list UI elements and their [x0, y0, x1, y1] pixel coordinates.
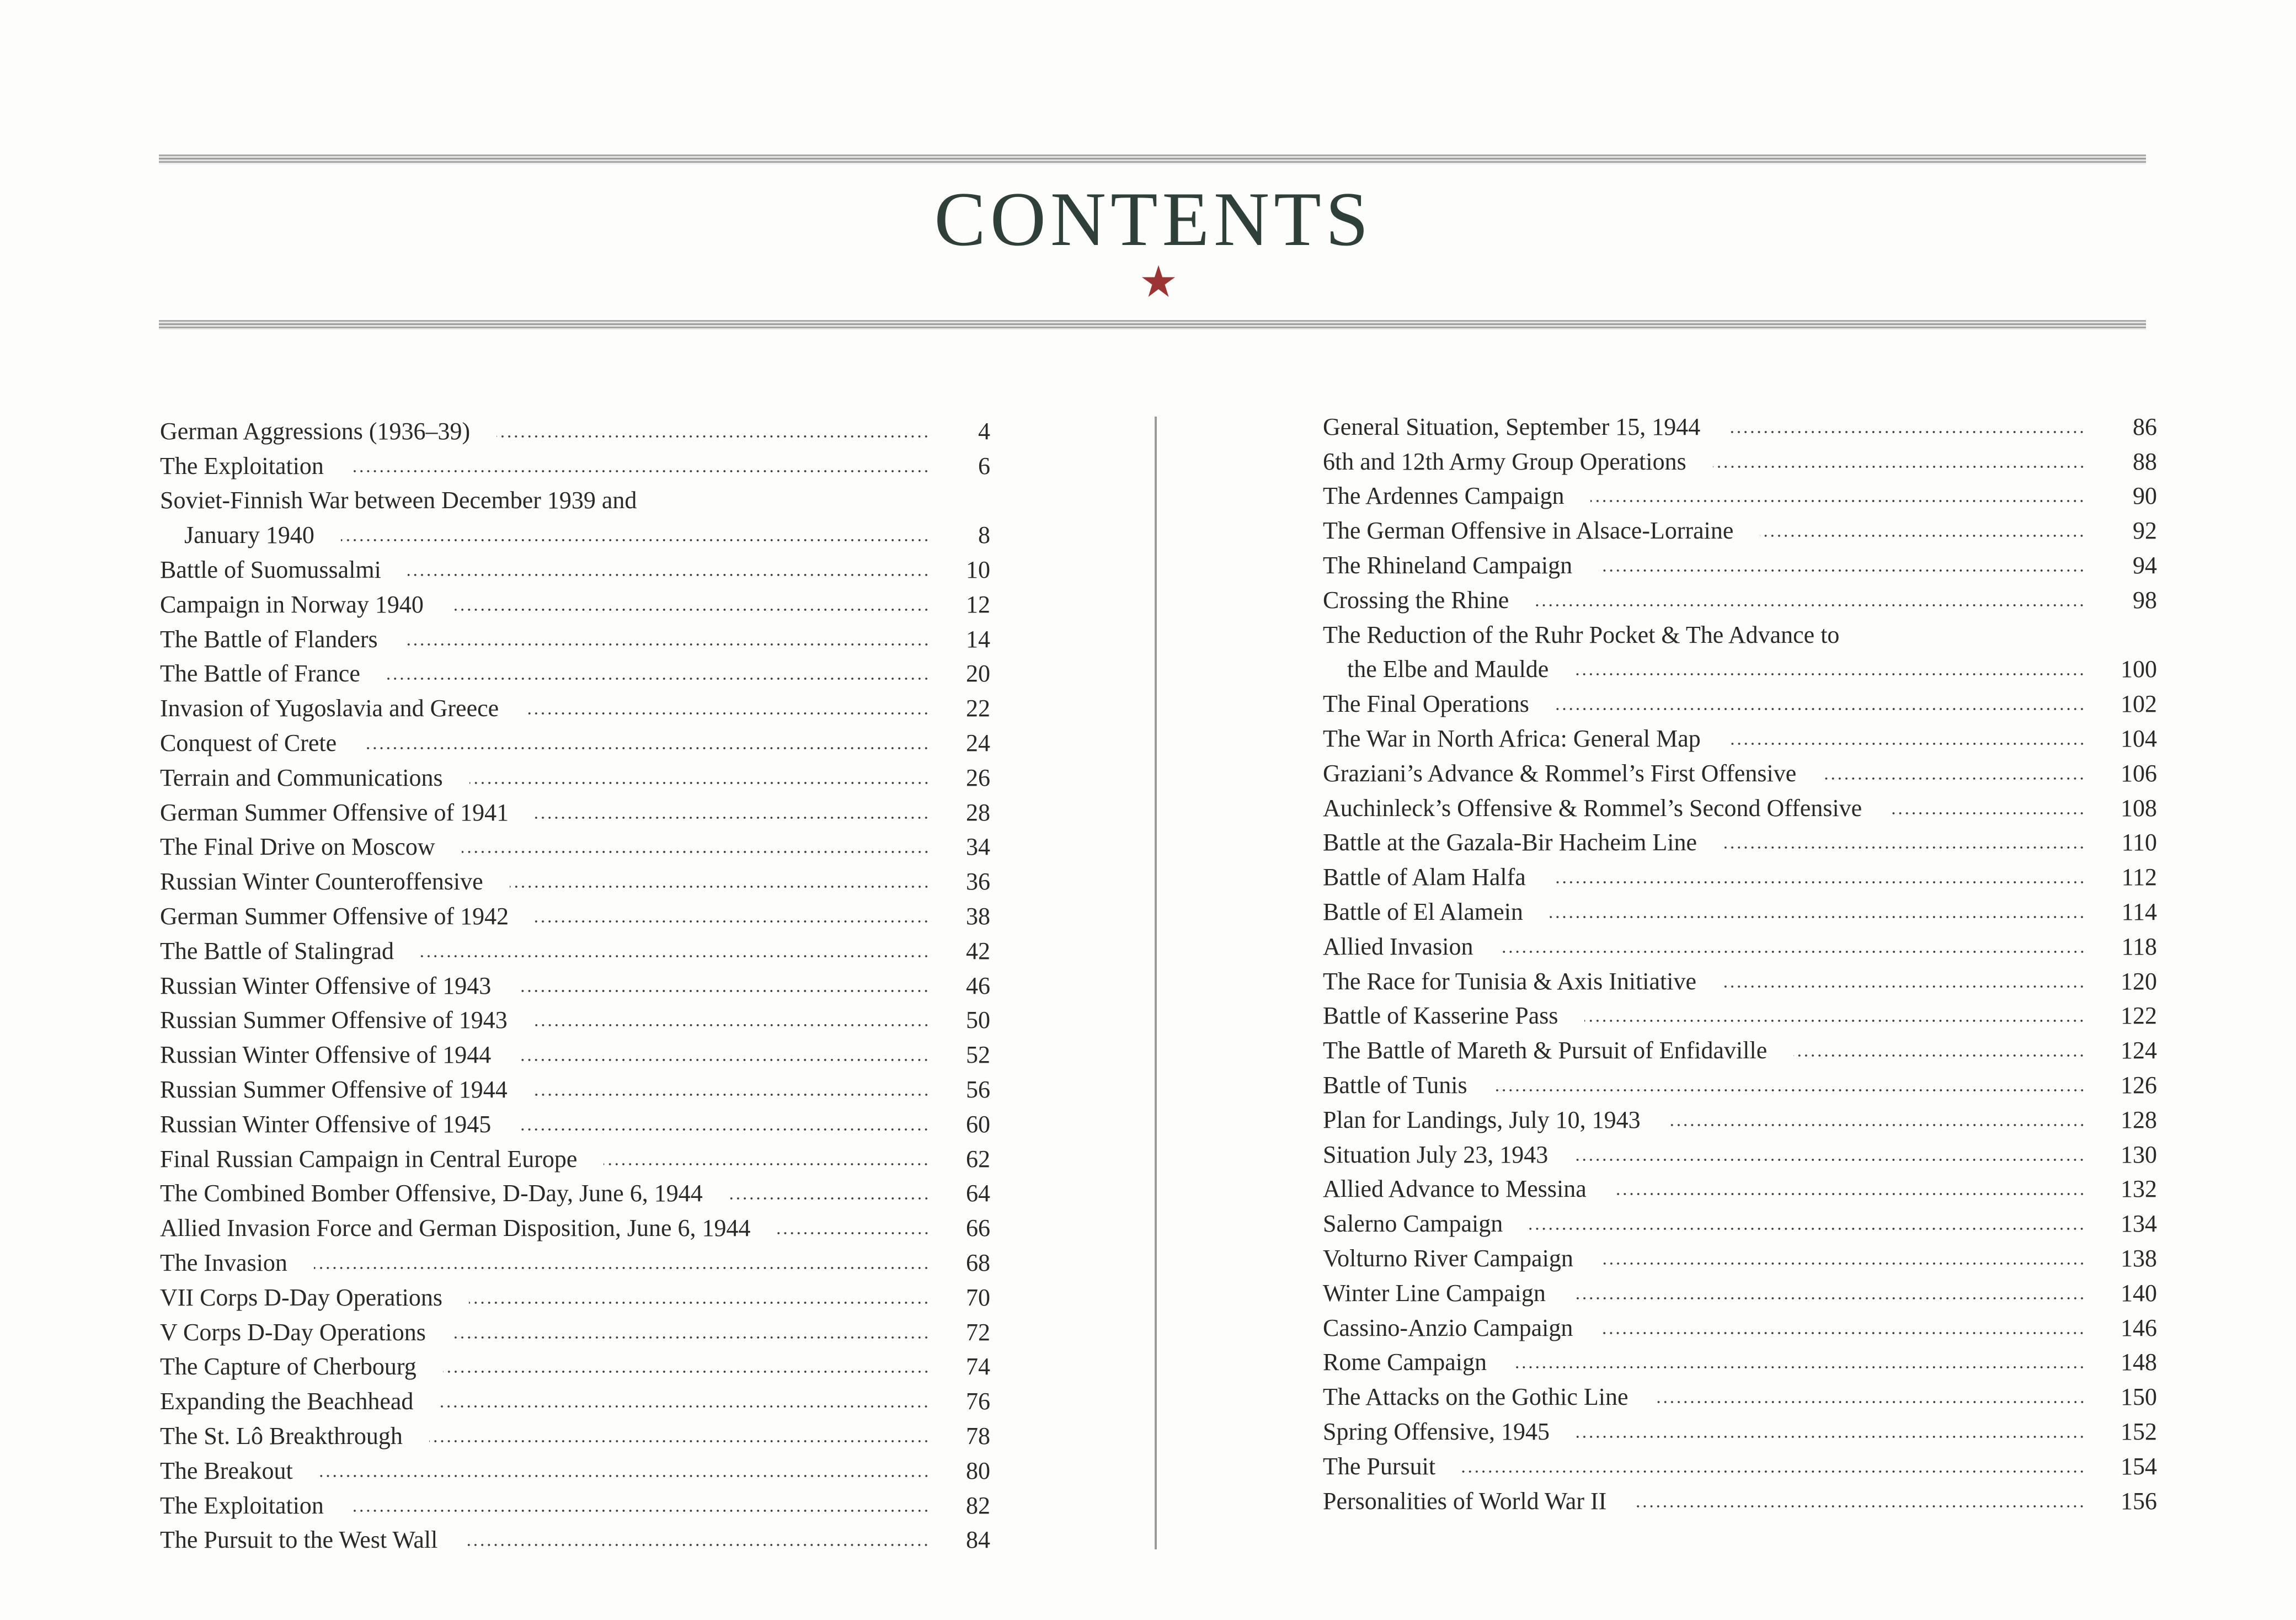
toc-entry-title: Terrain and Communications [160, 764, 443, 791]
toc-entry-page-number: 88 [2133, 447, 2157, 475]
toc-entry-title: the Elbe and Maulde [1347, 656, 1549, 683]
toc-entry[interactable] [1323, 580, 2157, 615]
toc-entry[interactable] [1323, 996, 2157, 1031]
toc-entry-title: The German Offensive in Alsace-Lorraine [1323, 517, 1734, 545]
toc-entry[interactable] [160, 1243, 990, 1277]
toc-entry-continued-line [1323, 615, 2157, 649]
dot-leader [729, 1196, 930, 1201]
toc-entry-title: Russian Winter Counteroffensive [160, 868, 483, 896]
dot-leader [1552, 880, 2085, 885]
toc-entry[interactable] [160, 931, 990, 966]
dot-leader [777, 1230, 930, 1236]
dot-leader [517, 1057, 930, 1063]
dot-leader [535, 919, 930, 924]
dot-leader [462, 849, 930, 855]
toc-entry[interactable] [160, 1035, 990, 1069]
toc-entry-title: Russian Winter Offensive of 1944 [160, 1041, 492, 1069]
toc-entry-title: The Exploitation [160, 452, 324, 479]
toc-entry-page-number: 122 [2121, 1002, 2157, 1030]
toc-entry-page-number: 82 [966, 1491, 990, 1519]
toc-entry-title: Graziani’s Advance & Rommel’s First Offensive [1323, 759, 1797, 787]
dot-leader [341, 537, 930, 543]
toc-entry-page-number: 110 [2121, 829, 2157, 856]
toc-entry-title: Auchinleck’s Offensive & Rommel’s Second Offensive [1323, 794, 1862, 822]
toc-entry-page-number: 118 [2121, 932, 2157, 960]
dot-leader [1727, 429, 2085, 435]
toc-entry-title: The Battle of France [160, 660, 360, 688]
toc-entry-title: The St. Lô Breakthrough [160, 1422, 403, 1450]
toc-entry-page-number: 60 [966, 1110, 990, 1138]
dot-leader [1494, 1088, 2085, 1093]
dot-leader [450, 607, 930, 612]
star-icon [1141, 264, 1176, 299]
toc-entry-page-number: 124 [2121, 1037, 2157, 1064]
dot-leader [1535, 603, 2085, 608]
toc-entry-title: Battle at the Gazala-Bir Hacheim Line [1323, 829, 1697, 856]
toc-entry-page-number: 112 [2121, 864, 2157, 891]
toc-entry-title: The Rhineland Campaign [1323, 551, 1573, 579]
dot-leader [535, 815, 930, 820]
toc-entry-page-number: 50 [966, 1006, 990, 1034]
toc-entry[interactable] [160, 896, 990, 931]
toc-entry-page-number: 130 [2121, 1141, 2157, 1168]
dot-leader [429, 1438, 930, 1444]
dot-leader [1655, 1399, 2085, 1405]
toc-entry-page-number: 126 [2121, 1071, 2157, 1099]
toc-entry-page-number: 14 [966, 625, 990, 653]
toc-entry-title: VII Corps D-Day Operations [160, 1283, 442, 1311]
toc-entry[interactable] [160, 688, 990, 723]
dot-leader [1575, 672, 2085, 677]
toc-entry[interactable] [160, 1451, 990, 1485]
toc-entry-page-number: 102 [2121, 690, 2157, 718]
dot-leader [1556, 706, 2085, 712]
dot-leader [517, 1127, 930, 1132]
toc-entry[interactable] [1323, 1446, 2157, 1481]
toc-entry-title: Volturno River Campaign [1323, 1244, 1573, 1272]
toc-entry-title: The Battle of Stalingrad [160, 937, 394, 964]
dot-leader [1723, 984, 2085, 989]
toc-entry-title: The Combined Bomber Offensive, D-Day, June 6, 1944 [160, 1180, 703, 1207]
toc-entry-title: 6th and 12th Army Group Operations [1323, 447, 1686, 475]
toc-entry[interactable] [1323, 1238, 2157, 1273]
toc-entry[interactable] [1323, 1134, 2157, 1169]
toc-entry[interactable] [160, 1347, 990, 1382]
toc-entry-title: Battle of Suomussalmi [160, 556, 381, 583]
toc-entry-page-number: 74 [966, 1353, 990, 1381]
toc-entry-page-number: 56 [966, 1075, 990, 1103]
column-divider [1155, 417, 1157, 1549]
toc-entry-page-number: 72 [966, 1318, 990, 1346]
dot-leader [1584, 1018, 2085, 1024]
toc-entry-continued-line [160, 481, 990, 515]
toc-entry[interactable] [1323, 1342, 2157, 1377]
toc-entry[interactable] [1323, 961, 2157, 996]
toc-entry-title: Cassino-Anzio Campaign [1323, 1314, 1573, 1341]
dot-leader [1760, 533, 2085, 539]
dot-leader [1633, 1504, 2085, 1509]
toc-entry-title: Battle of El Alamein [1323, 898, 1523, 925]
toc-entry-page-number: 80 [966, 1457, 990, 1484]
toc-entry[interactable] [1323, 1411, 2157, 1446]
toc-entry[interactable] [1323, 1273, 2157, 1308]
toc-entry[interactable] [160, 861, 990, 896]
toc-entry[interactable] [160, 1174, 990, 1208]
toc-entry[interactable] [1323, 1030, 2157, 1065]
toc-entry[interactable] [160, 1485, 990, 1520]
toc-entry[interactable] [1323, 857, 2157, 892]
toc-entry-page-number: 46 [966, 972, 990, 999]
dot-leader [319, 1473, 930, 1479]
dot-leader [1888, 811, 2085, 816]
toc-entry-title: Allied Invasion [1323, 932, 1473, 960]
dot-leader [604, 1161, 930, 1167]
toc-entry-title: The Breakout [160, 1457, 293, 1484]
toc-entry-title: The War in North Africa: General Map [1323, 724, 1701, 752]
dot-leader [404, 642, 930, 647]
toc-entry[interactable] [1323, 510, 2157, 545]
page-title: CONTENTS [934, 177, 1373, 262]
toc-entry-title: Plan for Landings, July 10, 1943 [1323, 1106, 1641, 1133]
toc-entry-title: Allied Invasion Force and German Disposition, June 6, 1944 [160, 1214, 751, 1242]
toc-entry-page-number: 104 [2121, 724, 2157, 752]
toc-entry-title: The Final Operations [1323, 690, 1529, 718]
toc-entry-title: Russian Winter Offensive of 1943 [160, 972, 492, 999]
dot-leader [1613, 1191, 2085, 1197]
bottom-triple-rule [159, 320, 2146, 330]
toc-entry-page-number: 94 [2133, 551, 2157, 579]
dot-leader [1667, 1122, 2085, 1128]
toc-entry-page-number: 76 [966, 1388, 990, 1415]
dot-leader [469, 1300, 930, 1305]
toc-entry-title: Campaign in Norway 1940 [160, 590, 424, 618]
toc-entry-title: German Summer Offensive of 1942 [160, 902, 509, 930]
toc-entry-page-number: 138 [2121, 1244, 2157, 1272]
toc-entry-title: Rome Campaign [1323, 1349, 1487, 1376]
toc-entry-page-number: 156 [2121, 1487, 2157, 1515]
toc-entry-title: Russian Summer Offensive of 1943 [160, 1006, 508, 1034]
top-triple-rule [159, 154, 2146, 164]
toc-entry[interactable] [160, 619, 990, 654]
toc-entry-title: The Attacks on the Gothic Line [1323, 1383, 1628, 1411]
toc-entry-page-number: 38 [966, 902, 990, 930]
toc-entry-page-number: 42 [966, 937, 990, 964]
toc-entry-title: Spring Offensive, 1945 [1323, 1418, 1550, 1445]
toc-entry-page-number: 114 [2121, 898, 2157, 925]
toc-entry[interactable] [160, 1104, 990, 1139]
toc-entry-title: The Reduction of the Ruhr Pocket & The Advance to [1323, 621, 1840, 648]
toc-entry[interactable] [1323, 926, 2157, 961]
toc-entry[interactable] [160, 411, 990, 446]
dot-leader [534, 1092, 930, 1097]
toc-entry[interactable] [1323, 1481, 2157, 1516]
dot-leader [1529, 1226, 2085, 1232]
toc-entry-title: The Pursuit to the West Wall [160, 1526, 438, 1554]
toc-entry-page-number: 10 [966, 556, 990, 583]
toc-entry-page-number: 146 [2121, 1314, 2157, 1341]
toc-entry-title: German Aggressions (1936–39) [160, 417, 471, 445]
toc-entry-page-number: 108 [2121, 794, 2157, 822]
toc-entry-title: Battle of Tunis [1323, 1071, 1467, 1099]
toc-entry-page-number: 70 [966, 1283, 990, 1311]
toc-entry[interactable] [160, 1139, 990, 1174]
toc-entry[interactable] [160, 1381, 990, 1416]
toc-entry-title: General Situation, September 15, 1944 [1323, 413, 1701, 440]
toc-entry[interactable] [160, 723, 990, 758]
dot-leader [1500, 949, 2085, 955]
toc-entry[interactable] [160, 792, 990, 827]
toc-entry[interactable] [160, 1312, 990, 1347]
toc-entry-page-number: 12 [966, 590, 990, 618]
toc-entry[interactable] [160, 654, 990, 689]
toc-entry-title: V Corps D-Day Operations [160, 1318, 426, 1346]
toc-entry[interactable] [160, 758, 990, 792]
toc-entry-title: Expanding the Beachhead [160, 1388, 414, 1415]
dot-leader [440, 1404, 930, 1409]
dot-leader [1590, 498, 2085, 504]
toc-entry[interactable] [1323, 407, 2157, 441]
toc-entry-title: Invasion of Yugoslavia and Greece [160, 695, 499, 722]
toc-entry[interactable] [160, 966, 990, 1000]
toc-entry-page-number: 154 [2121, 1452, 2157, 1480]
toc-entry[interactable] [1323, 1065, 2157, 1100]
toc-entry-title: Allied Advance to Messina [1323, 1175, 1587, 1203]
dot-leader [1574, 1157, 2085, 1163]
dot-leader [350, 468, 930, 474]
toc-entry-page-number: 150 [2121, 1383, 2157, 1411]
dot-leader [517, 988, 930, 994]
toc-entry-title: The Invasion [160, 1249, 287, 1276]
star-shape [1142, 265, 1175, 297]
toc-entry-title: January 1940 [184, 521, 314, 549]
toc-entry-title: The Battle of Mareth & Pursuit of Enfidaville [1323, 1037, 1768, 1064]
dot-leader [496, 434, 930, 439]
dot-leader [1600, 1261, 2085, 1266]
toc-entry[interactable] [160, 584, 990, 619]
toc-entry[interactable] [1323, 753, 2157, 788]
toc-entry[interactable] [160, 515, 990, 550]
toc-entry[interactable] [1323, 545, 2157, 580]
dot-leader [363, 745, 930, 751]
dot-leader [387, 676, 930, 681]
toc-entry-page-number: 84 [966, 1526, 990, 1554]
toc-right-column [1323, 407, 2157, 1516]
toc-entry[interactable] [160, 1277, 990, 1312]
toc-entry[interactable] [1323, 1100, 2157, 1134]
toc-entry-page-number: 140 [2121, 1279, 2157, 1307]
toc-entry[interactable] [160, 1416, 990, 1451]
toc-entry-title: Russian Summer Offensive of 1944 [160, 1075, 508, 1103]
toc-entry-page-number: 78 [966, 1422, 990, 1450]
dot-leader [469, 780, 930, 786]
toc-entry-page-number: 152 [2121, 1418, 2157, 1445]
dot-leader [408, 572, 930, 578]
toc-entry-page-number: 6 [978, 452, 990, 479]
dot-leader [464, 1542, 930, 1548]
toc-entry-page-number: 66 [966, 1214, 990, 1242]
toc-entry-title: The Ardennes Campaign [1323, 482, 1565, 510]
dot-leader [1727, 741, 2085, 747]
toc-entry[interactable] [1323, 788, 2157, 823]
toc-entry-title: German Summer Offensive of 1941 [160, 798, 509, 826]
dot-leader [1599, 568, 2085, 573]
toc-entry[interactable] [1323, 1308, 2157, 1342]
toc-entry-page-number: 98 [2133, 586, 2157, 614]
toc-entry-title: The Capture of Cherbourg [160, 1353, 417, 1381]
dot-leader [314, 1265, 930, 1271]
toc-entry-title: The Battle of Flanders [160, 625, 378, 653]
toc-entry[interactable] [160, 1208, 990, 1243]
toc-entry-title: Crossing the Rhine [1323, 586, 1509, 614]
toc-entry-page-number: 68 [966, 1249, 990, 1276]
toc-entry-title: Situation July 23, 1943 [1323, 1141, 1549, 1168]
dot-leader [534, 1022, 930, 1028]
toc-entry-page-number: 120 [2121, 967, 2157, 995]
toc-entry-page-number: 106 [2121, 759, 2157, 787]
toc-entry[interactable] [1323, 1169, 2157, 1204]
toc-entry-title: The Exploitation [160, 1491, 324, 1519]
dot-leader [510, 884, 930, 889]
toc-entry[interactable] [1323, 684, 2157, 718]
toc-entry-page-number: 62 [966, 1145, 990, 1173]
toc-entry-page-number: 4 [978, 417, 990, 445]
dot-leader [525, 711, 930, 716]
toc-entry-page-number: 20 [966, 660, 990, 688]
toc-entry[interactable] [1323, 823, 2157, 857]
toc-entry-title: Personalities of World War II [1323, 1487, 1607, 1515]
dot-leader [1572, 1296, 2085, 1301]
toc-entry-title: Battle of Kasserine Pass [1323, 1002, 1558, 1030]
toc-entry-title: Final Russian Campaign in Central Europe [160, 1145, 578, 1173]
toc-left-column [160, 411, 990, 1554]
dot-leader [1462, 1469, 2085, 1474]
toc-entry[interactable] [160, 550, 990, 584]
toc-entry-page-number: 90 [2133, 482, 2157, 510]
dot-leader [443, 1369, 930, 1374]
toc-entry-title: Winter Line Campaign [1323, 1279, 1546, 1307]
dot-leader [350, 1508, 930, 1514]
toc-entry-page-number: 132 [2121, 1175, 2157, 1203]
toc-entry[interactable] [160, 1000, 990, 1035]
toc-entry-title: Salerno Campaign [1323, 1210, 1503, 1238]
toc-entry[interactable] [160, 1520, 990, 1555]
toc-entry[interactable] [1323, 892, 2157, 926]
toc-entry-page-number: 34 [966, 833, 990, 861]
toc-entry-page-number: 64 [966, 1180, 990, 1207]
toc-entry[interactable] [1323, 441, 2157, 476]
dot-leader [420, 953, 930, 959]
toc-entry[interactable] [1323, 1203, 2157, 1238]
dot-leader [1713, 464, 2085, 470]
toc-entry-page-number: 52 [966, 1041, 990, 1069]
toc-entry-page-number: 28 [966, 798, 990, 826]
dot-leader [1793, 1053, 2085, 1058]
toc-entry-page-number: 8 [978, 521, 990, 549]
toc-entry-title: Conquest of Crete [160, 729, 337, 756]
toc-entry-page-number: 134 [2121, 1210, 2157, 1238]
toc-entry-title: The Final Drive on Moscow [160, 833, 435, 861]
toc-entry-page-number: 128 [2121, 1106, 2157, 1133]
toc-entry[interactable] [1323, 649, 2157, 684]
toc-entry-page-number: 86 [2133, 413, 2157, 440]
toc-entry-page-number: 148 [2121, 1349, 2157, 1376]
dot-leader [452, 1335, 930, 1340]
dot-leader [1550, 914, 2085, 920]
dot-leader [1823, 776, 2085, 781]
dot-leader [1723, 845, 2085, 850]
toc-entry-page-number: 100 [2121, 656, 2157, 683]
toc-entry-page-number: 92 [2133, 517, 2157, 545]
toc-entry[interactable] [1323, 476, 2157, 511]
toc-entry-page-number: 26 [966, 764, 990, 791]
toc-entry[interactable] [160, 827, 990, 862]
toc-entry-title: The Race for Tunisia & Axis Initiative [1323, 967, 1697, 995]
toc-entry-title: Soviet-Finnish War between December 1939 and [160, 487, 637, 514]
toc-entry[interactable] [160, 1069, 990, 1104]
toc-entry-title: Russian Winter Offensive of 1945 [160, 1110, 492, 1138]
toc-entry-page-number: 22 [966, 695, 990, 722]
toc-entry-title: Battle of Alam Halfa [1323, 864, 1526, 891]
toc-entry[interactable] [1323, 718, 2157, 753]
toc-entry[interactable] [1323, 1377, 2157, 1411]
dot-leader [1599, 1330, 2085, 1336]
toc-entry-title: The Pursuit [1323, 1452, 1436, 1480]
toc-entry-page-number: 36 [966, 868, 990, 896]
toc-entry[interactable] [160, 446, 990, 481]
dot-leader [1513, 1365, 2085, 1370]
dot-leader [1576, 1434, 2085, 1440]
toc-entry-page-number: 24 [966, 729, 990, 756]
